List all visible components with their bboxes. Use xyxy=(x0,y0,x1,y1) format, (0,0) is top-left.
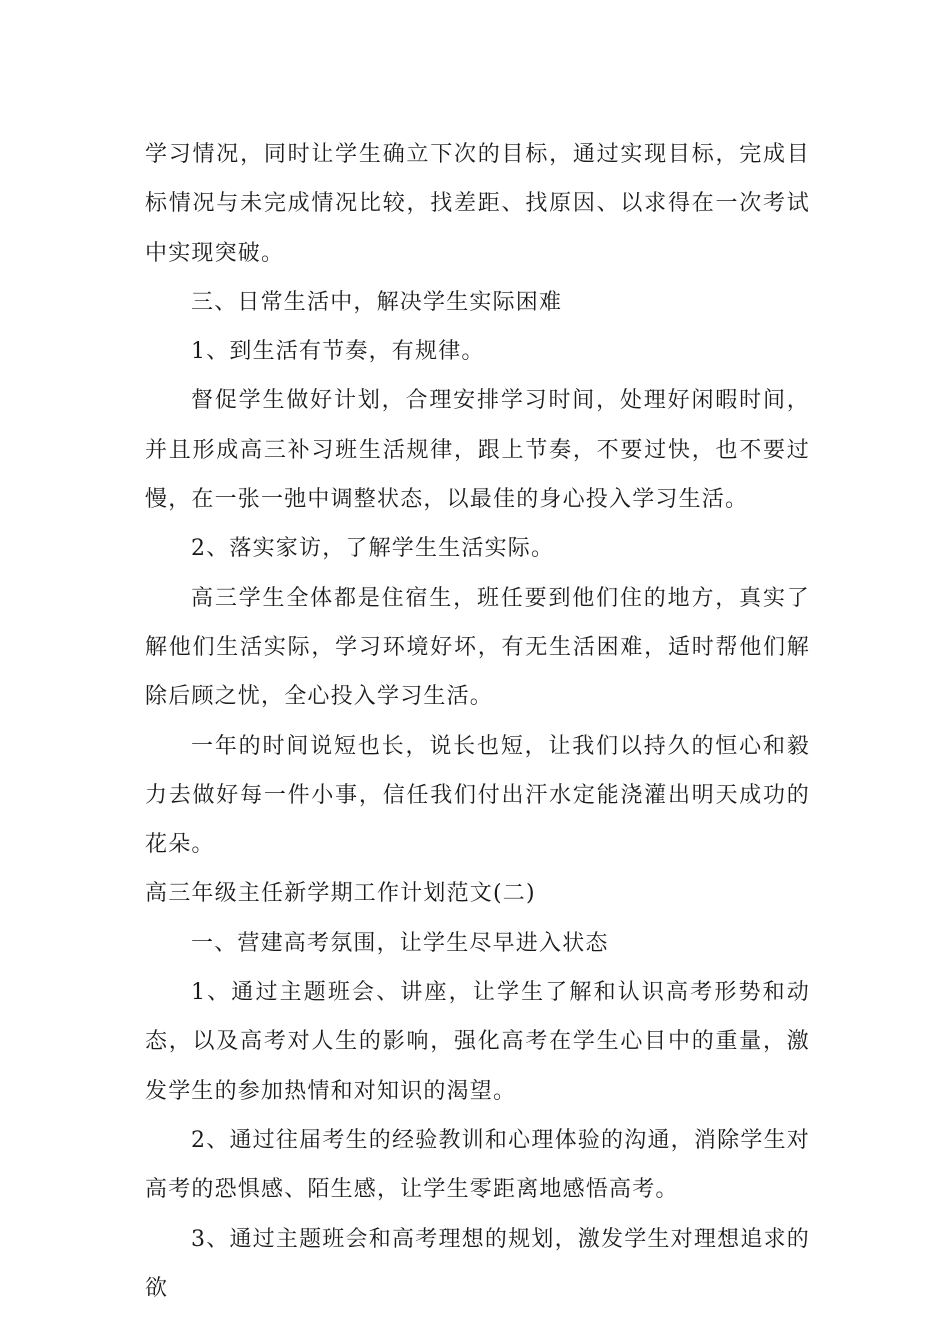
section-heading: 三、日常生活中，解决学生实际困难 xyxy=(191,289,563,315)
paragraph: 学习情况，同时让学生确立下次的目标，通过实现目标，完成目标情况与未完成情况比较，找差距、找原因、以求得在一次考试中实现突破。 xyxy=(145,142,810,266)
paragraph: 1、到生活有节奏，有规律。 xyxy=(191,339,485,365)
paragraph: 1、通过主题班会、讲座，让学生了解和认识高考形势和动态，以及高考对人生的影响，强化高考在学生心目中的重量，激发学生的参加热情和对知识的渴望。 xyxy=(145,980,810,1104)
section-heading: 一、营建高考氛围，让学生尽早进入状态 xyxy=(191,930,609,956)
paragraph: 督促学生做好计划，合理安排学习时间，处理好闲暇时间，并且形成高三补习班生活规律，跟上节奏，不要过快，也不要过慢，在一张一弛中调整状态，以最佳的身心投入学习生活。 xyxy=(145,388,810,513)
paragraph: 一年的时间说短也长，说长也短，让我们以持久的恒心和毅力去做好每一件小事，信任我们付出汗水定能浇灌出明天成功的花朵。 xyxy=(145,733,810,858)
paragraph: 高三学生全体都是住宿生，班任要到他们住的地方，真实了解他们生活实际，学习环境好坏，有无生活困难，适时帮他们解除后顾之忧，全心投入学习生活。 xyxy=(145,585,810,710)
document-title: 高三年级主任新学期工作计划范文(二) xyxy=(145,881,536,907)
paragraph: 3、通过主题班会和高考理想的规划，激发学生对理想追求的欲 xyxy=(145,1226,810,1301)
paragraph: 2、落实家访，了解学生生活实际。 xyxy=(191,536,555,562)
paragraph: 2、通过往届考生的经验教训和心理体验的沟通，消除学生对高考的恐惧感、陌生感，让学生零距离地感悟高考。 xyxy=(145,1127,810,1203)
document-body xyxy=(145,130,810,1313)
